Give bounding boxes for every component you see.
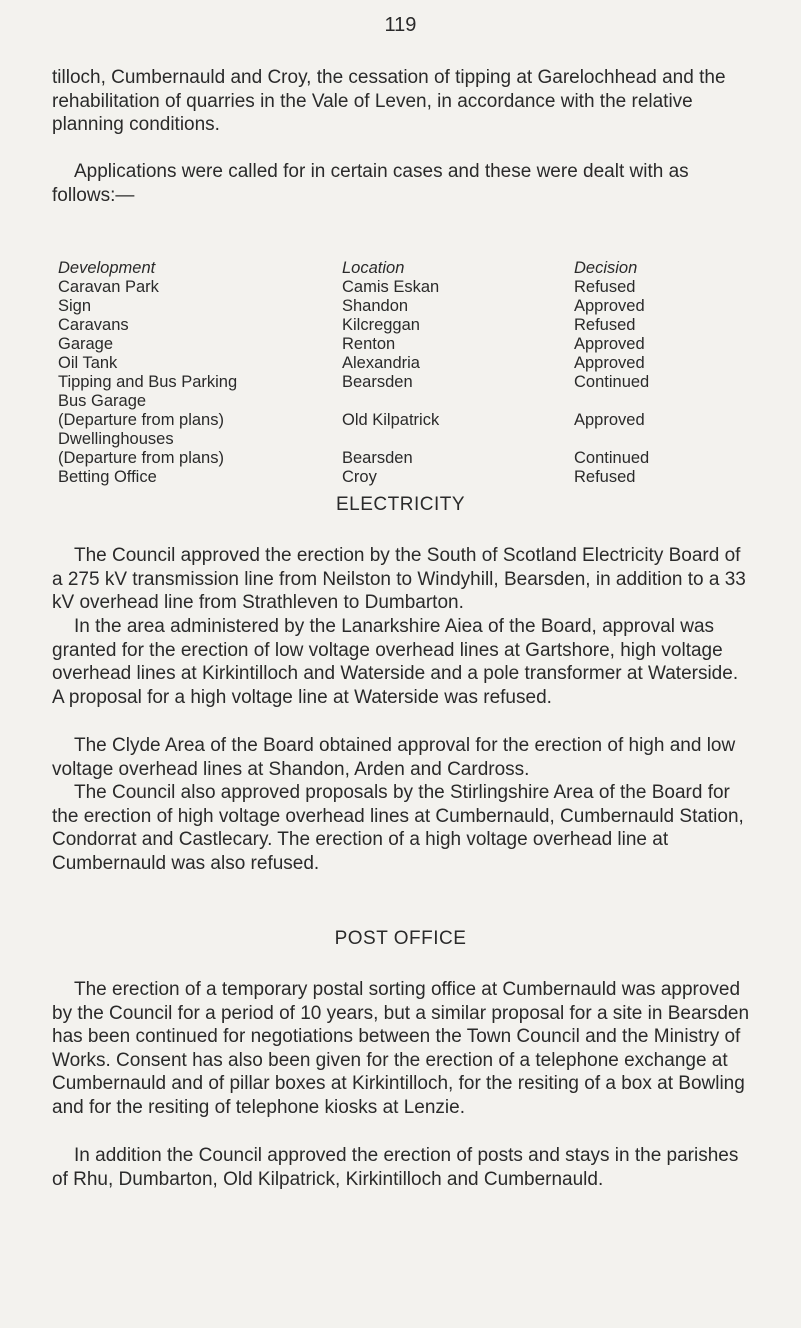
table-row [58, 278, 718, 297]
cell-development: Caravan Park [58, 278, 159, 296]
cell-development: Caravans [58, 316, 129, 334]
electricity-paragraph-3 [52, 734, 752, 781]
applications-table [58, 259, 718, 487]
table-row [58, 392, 718, 411]
cell-development: (Departure from plans) [58, 411, 224, 429]
section-heading-electricity: ELECTRICITY [335, 494, 466, 515]
cell-development: Garage [58, 335, 114, 353]
cell-location: Old Kilpatrick [342, 411, 440, 429]
cell-location: Bearsden [342, 449, 413, 467]
table-row [58, 468, 718, 487]
table-header-row [58, 259, 718, 278]
cell-location: Shandon [342, 297, 409, 315]
electricity-text-2: In the area administered by the Lanarkshire Aiea of the Board, approval was granted for the erection of low voltage overhead lines at Gartshore, high voltage overhead lines at Kirkintilloch and Waterside and a pole transformer at Waterside. A proposal for a high voltage line at Waterside was refused. [52, 616, 739, 708]
cell-development: Betting Office [58, 468, 157, 486]
cell-location: Alexandria [342, 354, 420, 372]
cell-decision: Refused [574, 468, 636, 486]
cell-location: Bearsden [342, 373, 413, 391]
cell-decision: Refused [574, 316, 636, 334]
header-location: Location [342, 259, 405, 277]
electricity-paragraph-2 [52, 615, 752, 709]
cell-decision: Approved [574, 411, 645, 429]
cell-development: Sign [58, 297, 92, 315]
table-row [58, 373, 718, 392]
post-office-paragraph-2 [52, 1144, 752, 1191]
cell-development: Oil Tank [58, 354, 118, 372]
post-office-text-2: In addition the Council approved the erection of posts and stays in the parishes of Rhu, Dumbarton, Old Kilpatrick, Kirkintilloch and Cumbernauld. [52, 1145, 739, 1190]
table-row [58, 297, 718, 316]
header-decision: Decision [574, 259, 638, 277]
post-office-paragraph-1 [52, 978, 752, 1119]
cell-development: Bus Garage [58, 392, 147, 410]
cell-location: Camis Eskan [342, 278, 440, 296]
intro-paragraph-2 [52, 160, 752, 207]
electricity-text-1: The Council approved the erection by the South of Scotland Electricity Board of a 275 kV transmission line from Neilston to Windyhill, Bearsden, in addition to a 33 kV overhead line from Strathleven to Dumbarton. [52, 545, 746, 613]
table-row [58, 354, 718, 373]
electricity-text-4: The Council also approved proposals by the Stirlingshire Area of the Board for the erection of high voltage overhead lines at Cumbernauld, Cumbernauld Station, Condorrat and Castlecary. The erection of a high voltage overhead line at Cumbernauld was also refused. [52, 782, 744, 874]
table-row [58, 335, 718, 354]
cell-decision: Approved [574, 335, 645, 353]
cell-decision: Continued [574, 373, 650, 391]
cell-development: (Departure from plans) [58, 449, 224, 467]
cell-location: Kilcreggan [342, 316, 420, 334]
table-row [58, 411, 718, 430]
cell-location: Renton [342, 335, 396, 353]
section-heading-post-office: POST OFFICE [334, 928, 467, 949]
electricity-paragraph-1 [52, 544, 752, 615]
header-development: Development [58, 259, 156, 277]
cell-location: Croy [342, 468, 377, 486]
table-row [58, 316, 718, 335]
cell-decision: Approved [574, 354, 645, 372]
cell-decision: Refused [574, 278, 636, 296]
intro-text-2: Applications were called for in certain cases and these were dealt with as follows:— [52, 161, 689, 206]
electricity-paragraph-4 [52, 781, 752, 875]
post-office-text-1: The erection of a temporary postal sorting office at Cumbernauld was approved by the Council for a period of 10 years, but a similar proposal for a site in Bearsden has been continued for negotiations between the Town Council and the Ministry of Works. Consent has also been given for the erection of a telephone exchange at Cumbernauld and of pillar boxes at Kirkintilloch, for the resiting of a box at Bowling and for the resiting of telephone kiosks at Lenzie. [52, 979, 750, 1118]
electricity-text-3: The Clyde Area of the Board obtained approval for the erection of high and low voltage overhead lines at Shandon, Arden and Cardross. [52, 735, 736, 780]
cell-decision: Approved [574, 297, 645, 315]
intro-paragraph: tilloch, Cumbernauld and Croy, the cessation of tipping at Garelochhead and the rehabilitation of quarries in the Vale of Leven, in accordance with the relative planning conditions. [52, 67, 726, 135]
table-row [58, 430, 718, 449]
table-row [58, 449, 718, 468]
page-number: 119 [384, 14, 417, 36]
cell-development: Dwellinghouses [58, 430, 174, 448]
cell-decision: Continued [574, 449, 650, 467]
cell-development: Tipping and Bus Parking [58, 373, 238, 391]
